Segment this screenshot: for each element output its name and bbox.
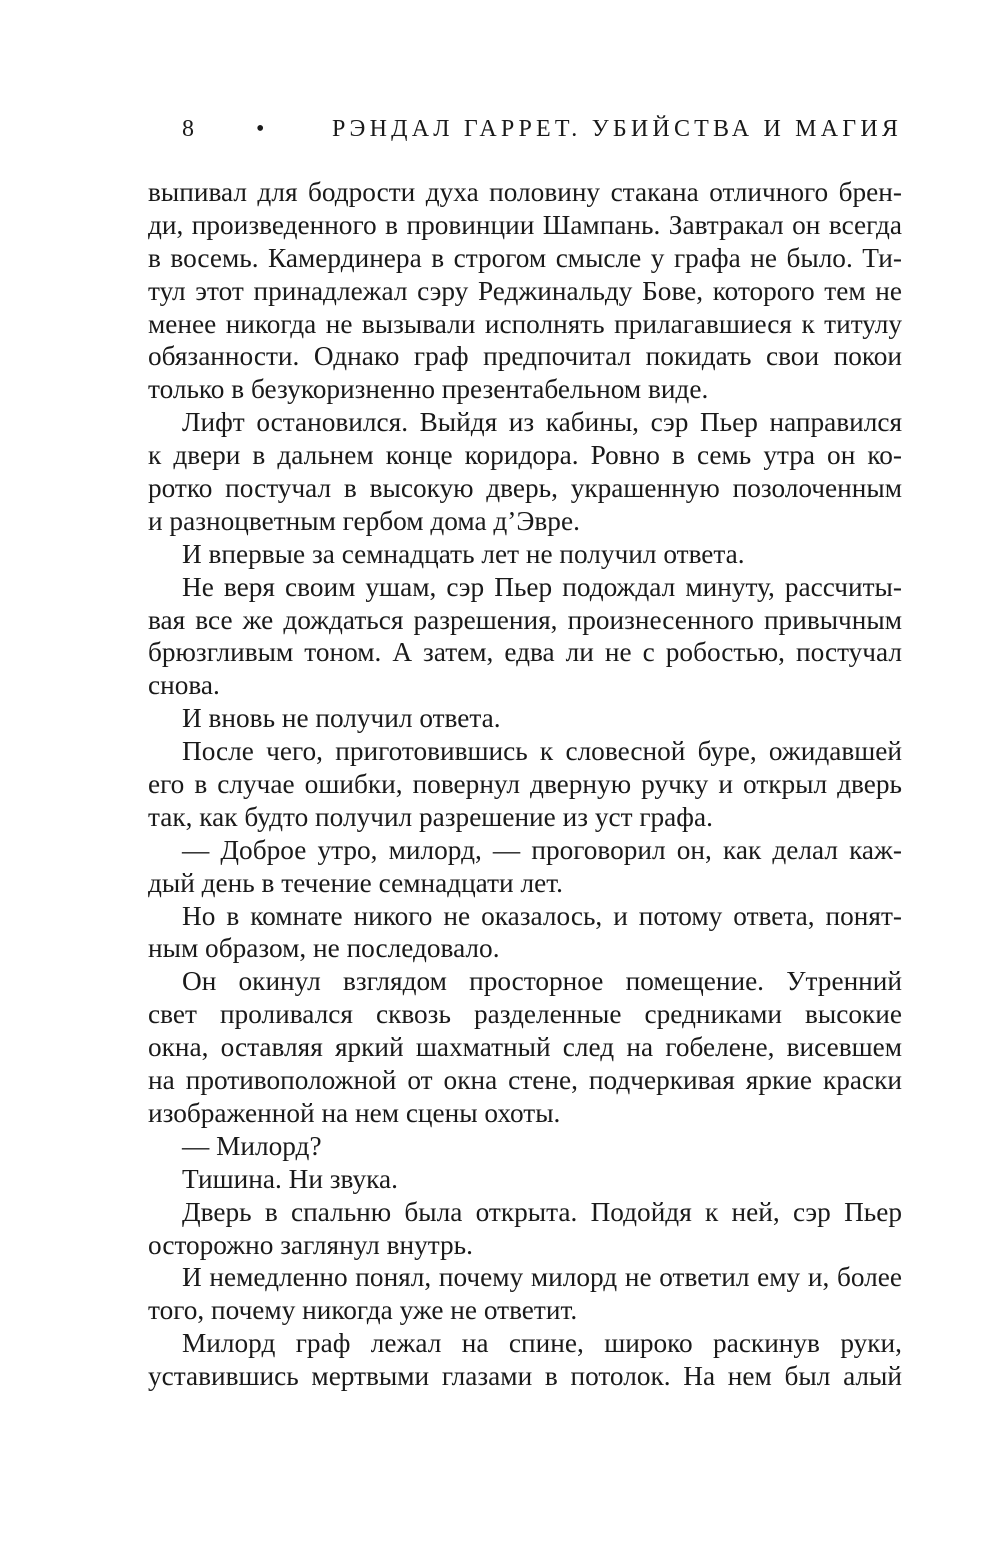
- text-line: того, почему никогда уже не ответит.: [148, 1295, 578, 1326]
- text-line: так, как будто получил разрешение из уст графа.: [148, 801, 713, 832]
- text-line: менее никогда не вызывали исполнять прилагавшиеся к титулу: [148, 308, 902, 339]
- page-number: 8: [182, 116, 194, 142]
- text-line: изображенной на нем сцены охоты.: [148, 1097, 561, 1128]
- text-line: снова.: [148, 670, 220, 701]
- text-line: свет проливался сквозь разделенные средниками высокие: [148, 999, 902, 1030]
- text-line: вая все же дождаться разрешения, произнесенного привычным: [148, 604, 902, 635]
- text-line: ротко постучал в высокую дверь, украшенную позолоченным: [148, 473, 902, 504]
- text-line: его в случае ошибки, повернул дверную ручку и открыл дверь: [148, 769, 902, 800]
- body-text: [148, 176, 902, 1393]
- text-line: к двери в дальнем конце коридора. Ровно в семь утра он ко-: [148, 440, 902, 471]
- text-line: дый день в течение семнадцати лет.: [148, 867, 563, 898]
- text-line: ди, произведенного в провинции Шампань. Завтракал он всегда: [148, 209, 902, 240]
- header-bullet: •: [256, 116, 265, 142]
- text-line: — Доброе утро, милорд, — проговорил он, как делал каж-: [182, 834, 902, 865]
- text-line: обязанности. Однако граф предпочитал покидать свои покои: [148, 341, 902, 372]
- text-line: Дверь в спальню была открыта. Подойдя к ней, сэр Пьер: [182, 1196, 902, 1227]
- text-line: Тишина. Ни звука.: [182, 1163, 398, 1194]
- text-line: И впервые за семнадцать лет не получил ответа.: [182, 538, 745, 569]
- text-line: осторожно заглянул внутрь.: [148, 1229, 473, 1260]
- text-line: выпивал для бодрости духа половину стакана отличного брен-: [148, 177, 902, 207]
- text-line: — Милорд?: [182, 1130, 322, 1161]
- text-line: и разноцветным гербом дома д’Эвре.: [148, 505, 580, 536]
- text-line: уставившись мертвыми глазами в потолок. На нем был алый: [148, 1361, 902, 1392]
- text-line: на противоположной от окна стене, подчеркивая яркие краски: [148, 1065, 902, 1096]
- text-line: Милорд граф лежал на спине, широко раскинув руки,: [182, 1328, 902, 1359]
- text-line: И вновь не получил ответа.: [182, 703, 501, 734]
- text-line: Но в комнате никого не оказалось, и потому ответа, понят-: [182, 900, 902, 931]
- text-line: ным образом, не последовало.: [148, 933, 500, 964]
- text-line: брюзгливым тоном. А затем, едва ли не с робостью, постучал: [148, 637, 902, 668]
- text-line: Не веря своим ушам, сэр Пьер подождал минуту, рассчиты-: [182, 571, 902, 602]
- text-line: в восемь. Камердинера в строгом смысле у графа не было. Ти-: [148, 242, 902, 273]
- running-title: РЭНДАЛ ГАРРЕТ. УБИЙСТВА И МАГИЯ: [332, 116, 903, 142]
- text-line: Он окинул взглядом просторное помещение. Утренний: [182, 966, 902, 997]
- text-line: После чего, приготовившись к словесной буре, ожидавшей: [182, 736, 902, 767]
- text-line: Лифт остановился. Выйдя из кабины, сэр Пьер направился: [182, 407, 902, 438]
- text-line: И немедленно понял, почему милорд не ответил ему и, более: [182, 1262, 902, 1293]
- text-line: тул этот принадлежал сэру Реджинальду Бове, которого тем не: [148, 275, 902, 306]
- text-line: только в безукоризненно презентабельном виде.: [148, 374, 709, 405]
- text-line: окна, оставляя яркий шахматный след на гобелене, висевшем: [148, 1032, 902, 1063]
- running-header: [182, 112, 903, 146]
